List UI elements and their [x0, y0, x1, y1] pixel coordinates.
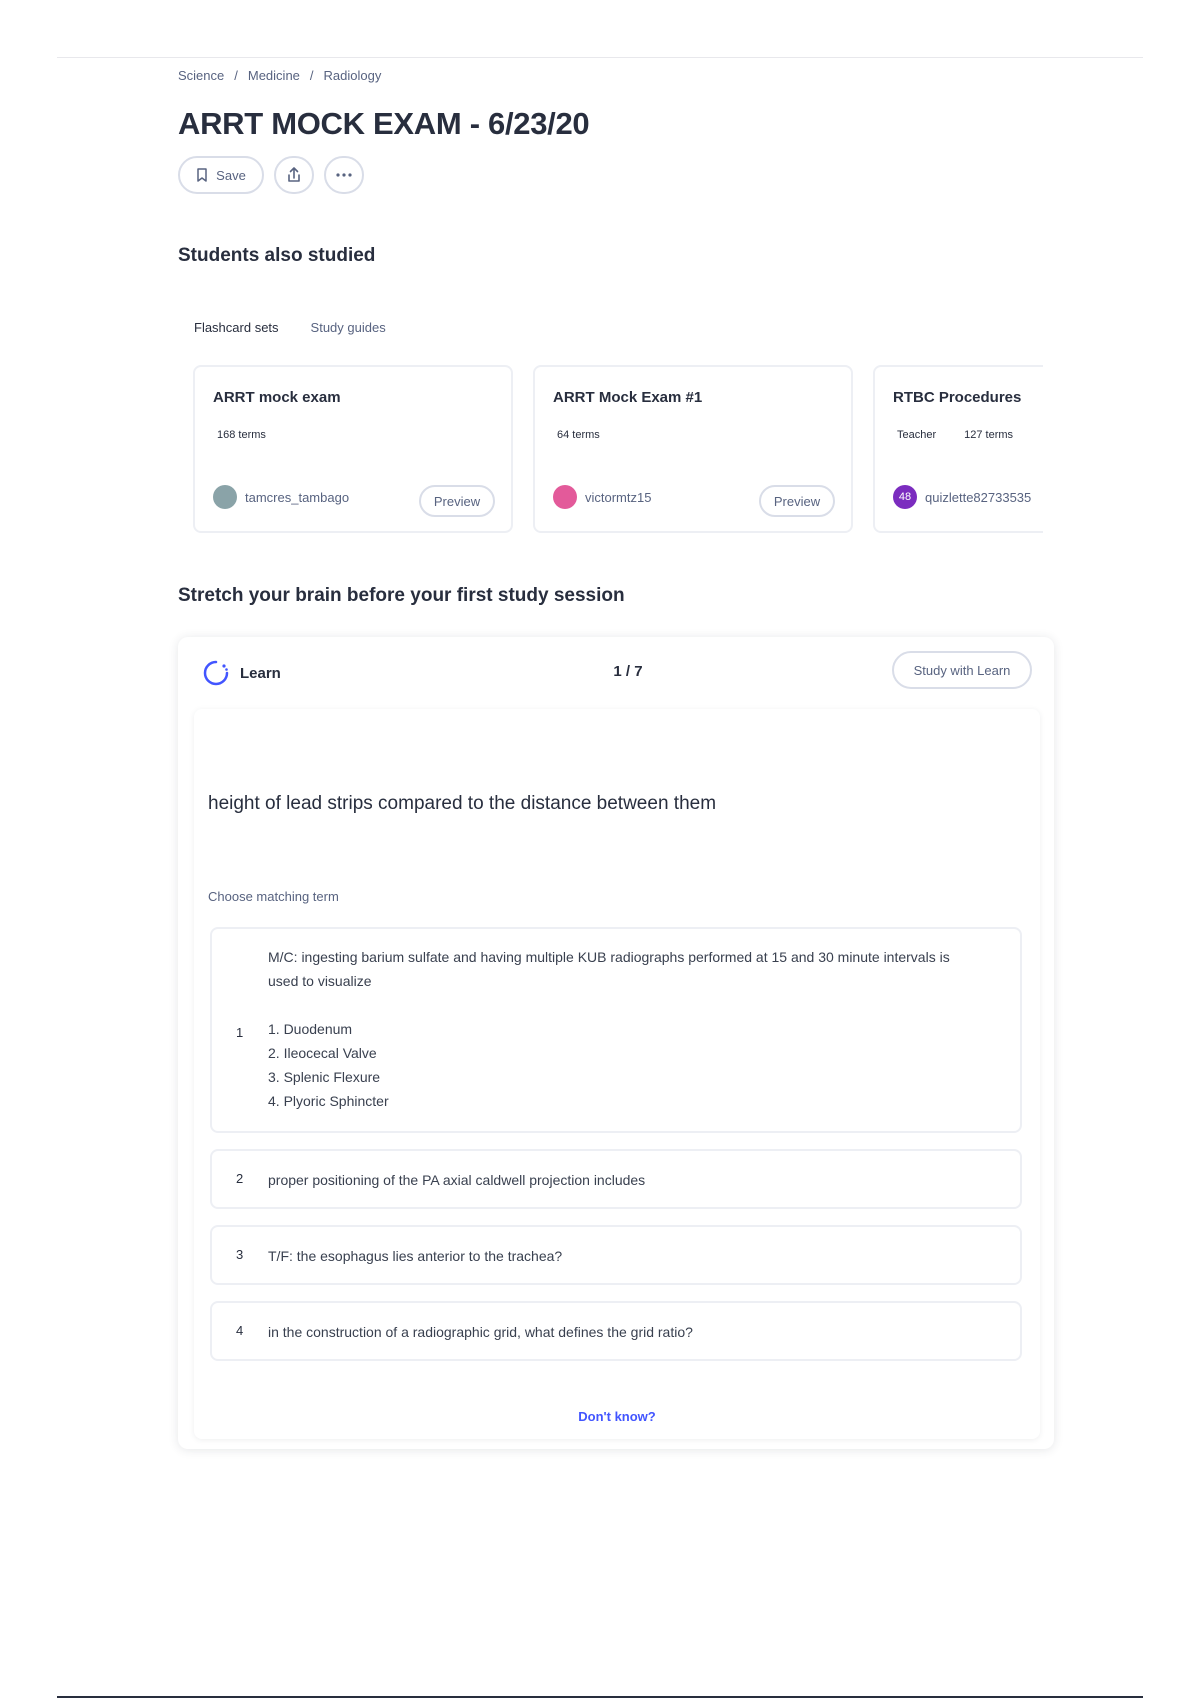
- save-button[interactable]: [178, 156, 264, 194]
- card-meta: [217, 429, 266, 441]
- learn-panel: [178, 637, 1054, 1449]
- card-title: ARRT Mock Exam #1: [553, 389, 703, 406]
- card-author[interactable]: [553, 485, 651, 509]
- save-button-label: Save: [216, 167, 246, 183]
- more-icon: [335, 172, 353, 178]
- option-number: 3: [236, 1247, 244, 1262]
- option-list-item: 2. Ileocecal Valve: [268, 1045, 377, 1061]
- tab-flashcard-sets[interactable]: Flashcard sets: [194, 320, 279, 335]
- avatar: 48: [893, 485, 917, 509]
- learn-section-heading: Stretch your brain before your first study session: [178, 585, 625, 606]
- related-set-card[interactable]: [193, 365, 513, 533]
- related-sets-carousel: [193, 365, 1043, 535]
- card-term-count: 168 terms: [217, 429, 266, 441]
- card-username: tamcres_tambago: [245, 489, 350, 505]
- avatar: [213, 485, 237, 509]
- breadcrumb-medicine[interactable]: Medicine: [247, 68, 300, 83]
- learn-mode-label: Learn: [240, 664, 281, 682]
- option-text: T/F: the esophagus lies anterior to the trachea?: [268, 1248, 563, 1264]
- answer-option[interactable]: [210, 1301, 1022, 1361]
- answer-option[interactable]: [210, 1225, 1022, 1285]
- breadcrumb-science[interactable]: Science: [178, 68, 225, 83]
- card-username: victormtz15: [585, 489, 652, 505]
- share-button[interactable]: [274, 156, 314, 194]
- share-icon: [285, 166, 303, 184]
- set-actions: [178, 156, 364, 194]
- card-title: RTBC Procedures: [893, 389, 1022, 406]
- dont-know-link[interactable]: Don't know?: [578, 1409, 656, 1424]
- card-term-count: 127 terms: [964, 429, 1014, 441]
- top-divider: [57, 57, 1143, 58]
- option-list-item: 1. Duodenum: [268, 1021, 353, 1037]
- avatar: [553, 485, 577, 509]
- preview-button[interactable]: Preview: [759, 485, 835, 517]
- bottom-divider: [57, 1696, 1143, 1698]
- option-text: in the construction of a radiographic grid, what defines the grid ratio?: [268, 1324, 693, 1340]
- card-term-count: 64 terms: [557, 429, 600, 441]
- related-set-card[interactable]: [533, 365, 853, 533]
- tab-study-guides[interactable]: Study guides: [310, 320, 386, 335]
- card-meta: [557, 429, 600, 441]
- option-number: 4: [236, 1323, 244, 1338]
- option-list-item: 4. Plyoric Sphincter: [268, 1093, 389, 1109]
- card-author[interactable]: [893, 485, 1031, 509]
- page-title: ARRT MOCK EXAM - 6/23/20: [178, 106, 590, 141]
- choose-matching-label: Choose matching term: [208, 889, 339, 904]
- option-text: proper positioning of the PA axial caldwell projection includes: [268, 1172, 646, 1188]
- bookmark-icon: [196, 168, 208, 182]
- question-progress: 1 / 7: [613, 663, 643, 680]
- breadcrumb-separator: /: [309, 68, 314, 83]
- students-also-studied-heading: Students also studied: [178, 245, 376, 266]
- related-set-card[interactable]: [873, 365, 1043, 533]
- option-list-item: 3. Splenic Flexure: [268, 1069, 381, 1085]
- option-number: 1: [236, 1025, 244, 1040]
- question-card: [194, 709, 1040, 1439]
- card-author-role: Teacher: [897, 429, 937, 441]
- answer-option[interactable]: [210, 927, 1022, 1133]
- breadcrumb-radiology[interactable]: Radiology: [323, 68, 382, 83]
- learn-mode-header: [202, 659, 281, 687]
- option-text: M/C: ingesting barium sulfate and having multiple KUB radiographs performed at 15 and 30 minute intervals is used to visualize: [268, 949, 950, 989]
- option-list: [268, 1017, 968, 1113]
- answer-option[interactable]: [210, 1149, 1022, 1209]
- breadcrumb-separator: /: [234, 68, 238, 83]
- preview-button[interactable]: Preview: [419, 485, 495, 517]
- option-number: 2: [236, 1171, 244, 1186]
- learn-icon: [202, 659, 230, 687]
- option-text-block: [268, 945, 968, 1113]
- more-options-button[interactable]: [324, 156, 364, 194]
- card-title: ARRT mock exam: [213, 389, 341, 406]
- breadcrumb: [178, 68, 381, 83]
- question-prompt: height of lead strips compared to the distance between them: [208, 793, 717, 814]
- card-meta: [897, 429, 1013, 441]
- study-tabs: [194, 320, 386, 335]
- card-author[interactable]: [213, 485, 349, 509]
- card-username: quizlette82733535: [925, 489, 1032, 505]
- study-with-learn-button[interactable]: Study with Learn: [892, 651, 1032, 689]
